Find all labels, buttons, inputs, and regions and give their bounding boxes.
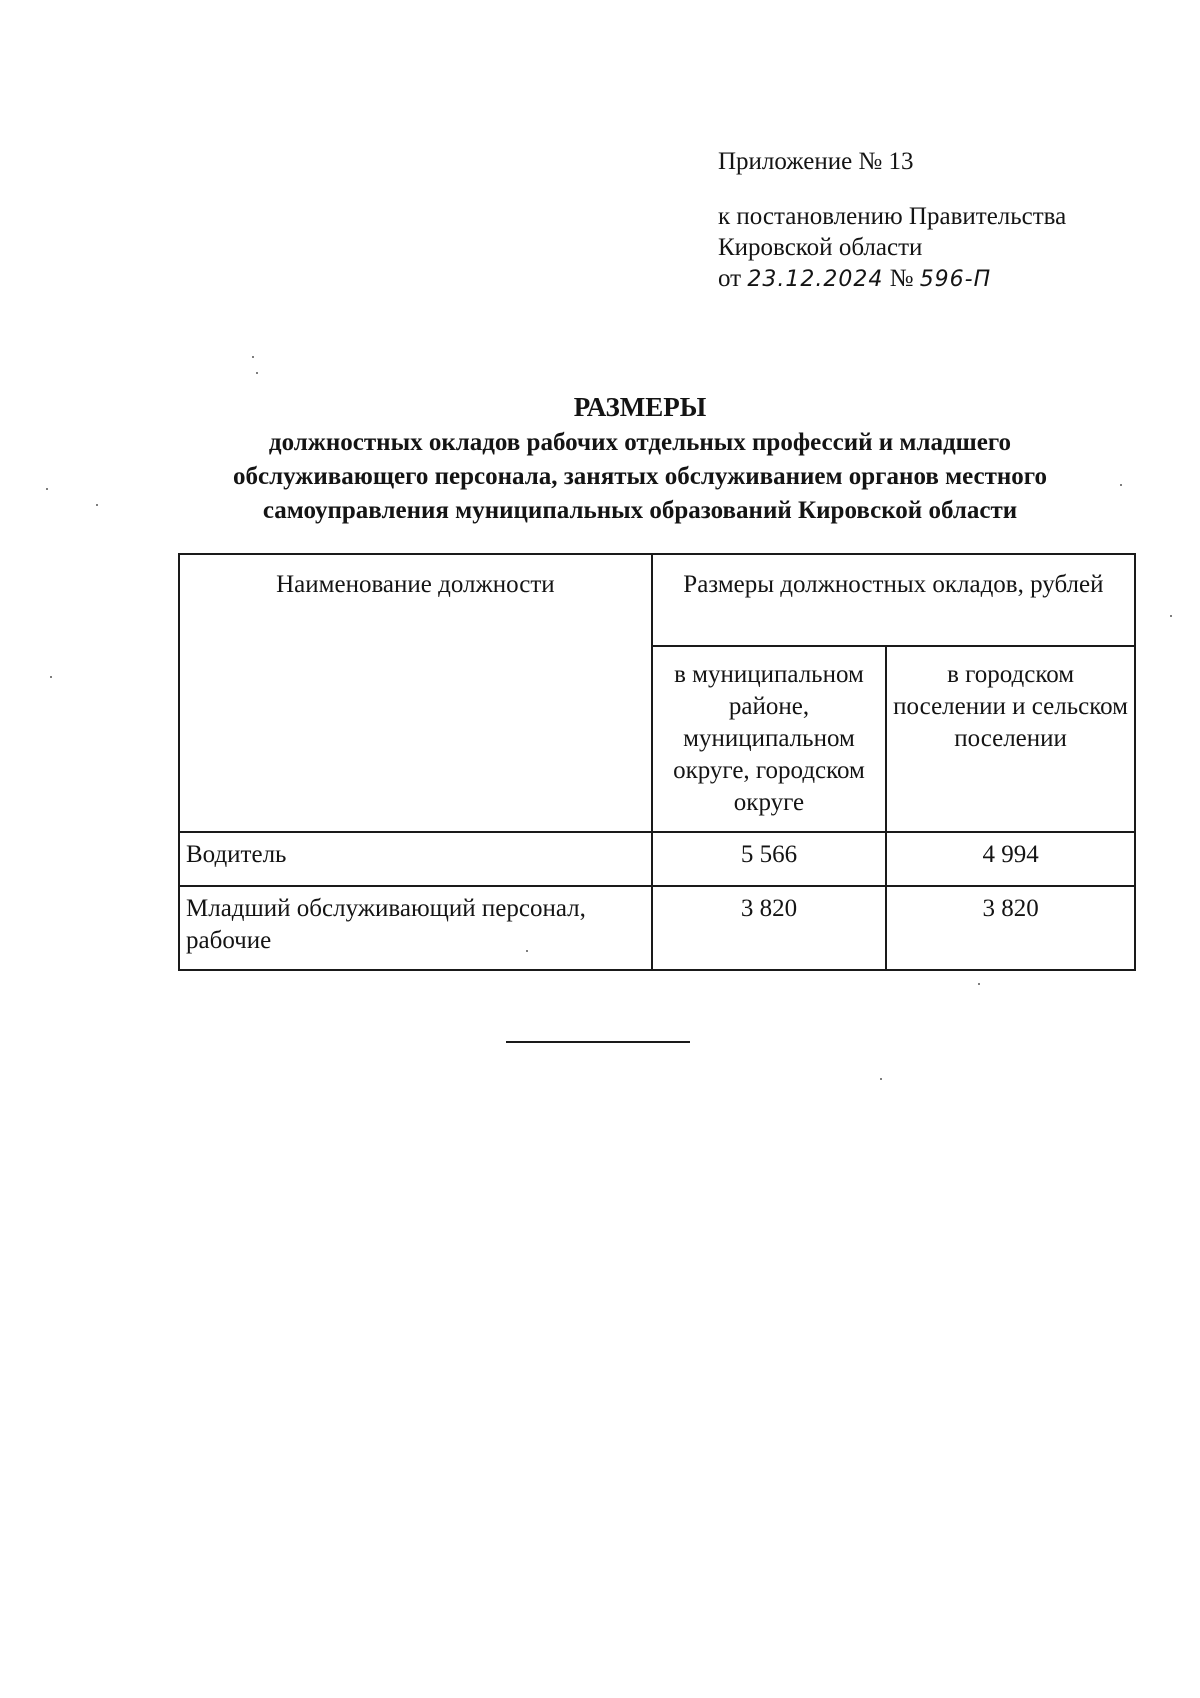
scan-speck [252, 356, 254, 358]
row-municipal-value: 5 566 [652, 832, 886, 886]
handwritten-doc-number: 596-П [919, 267, 992, 292]
annex-number: Приложение № 13 [718, 148, 914, 175]
scan-speck [978, 983, 980, 985]
scan-speck [880, 1078, 882, 1080]
annex-line-1: к постановлению Правительства [718, 203, 1067, 230]
scan-speck [50, 676, 52, 678]
closing-divider [506, 1041, 690, 1043]
scan-speck [256, 372, 258, 374]
scan-speck [96, 504, 98, 506]
row-urban-value: 3 820 [886, 886, 1135, 970]
row-municipal-value: 3 820 [652, 886, 886, 970]
scan-speck [526, 950, 528, 952]
scan-speck [1170, 615, 1172, 617]
annex-block [718, 146, 1066, 295]
header-position-name: Наименование должности [179, 554, 652, 832]
title-subtitle-line-2: обслуживающего персонала, занятых обслуживанием органов местного [232, 463, 1048, 490]
scan-speck [46, 488, 48, 490]
table-header-row [179, 554, 1135, 646]
date-prefix: от [718, 265, 742, 292]
scan-speck [1120, 484, 1122, 486]
header-salary-sizes: Размеры должностных окладов, рублей [652, 554, 1135, 646]
row-position-name: Водитель [179, 832, 652, 886]
document-title [170, 390, 1110, 528]
table-row [179, 886, 1135, 970]
number-prefix: № [889, 265, 914, 292]
title-main: РАЗМЕРЫ [573, 392, 707, 422]
title-subtitle-line-1: должностных окладов рабочих отдельных профессий и младшего [268, 429, 1012, 456]
row-position-name: Младший обслуживающий персонал, рабочие [179, 886, 652, 970]
header-municipal: в муниципальном районе, муниципальном округе, городском округе [652, 646, 886, 832]
handwritten-date: 23.12.2024 [747, 267, 884, 292]
salary-table [178, 553, 1136, 971]
row-urban-value: 4 994 [886, 832, 1135, 886]
header-urban-rural: в городском поселении и сельском поселении [886, 646, 1135, 832]
table-row [179, 832, 1135, 886]
annex-line-2: Кировской области [718, 234, 923, 261]
title-subtitle-line-3: самоуправления муниципальных образований Кировской области [262, 497, 1018, 524]
annex-date-line [718, 263, 1066, 295]
